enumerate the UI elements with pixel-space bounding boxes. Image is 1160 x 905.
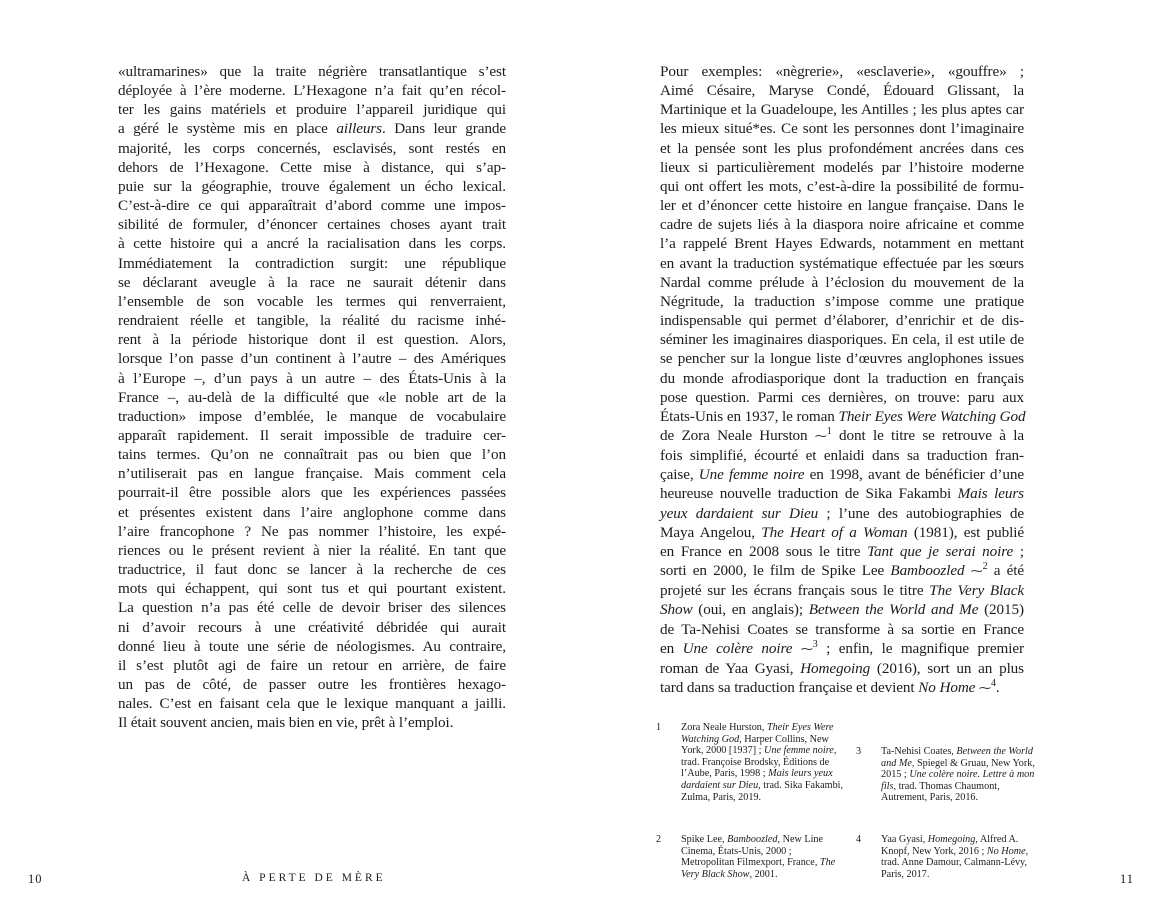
text-line: ter les gains matériels et produire l’appareil juridique qui bbox=[118, 101, 506, 119]
footnote-marker-icon: ⁓ bbox=[979, 681, 991, 695]
text-line: de Zora Neale Hurston ⁓$^1$ dont le titre se retrouve à la bbox=[660, 425, 1024, 444]
text-line: en Une colère noire ⁓$^3$ ; enfin, le magnifique premier bbox=[660, 638, 1024, 657]
italic-title: Une colère noire bbox=[682, 639, 793, 657]
text-line: États-Unis en 1937, le roman Their Eyes Were Watching God bbox=[660, 407, 1026, 425]
italic-title: The Very Black Show bbox=[681, 857, 836, 880]
text-line: n’utiliserait pas en langue française. Mais comment cela bbox=[118, 465, 506, 483]
text-line: nales. C’est en faisant cela que le lexique manquant a jailli. bbox=[118, 695, 506, 713]
text-line: cadre de sujets liés à la diaspora noire africaine et comme bbox=[660, 216, 1024, 234]
text-line: se pencher sur la longue liste d’œuvres anglophones issues bbox=[660, 350, 1024, 368]
footnote-number: 2 bbox=[656, 834, 662, 845]
text-line: pose question. Parmi ces dernières, on trouve: paru aux bbox=[660, 388, 1024, 406]
text-line: sorti en 2000, le film de Spike Lee Bamboozled ⁓$^2$ a été bbox=[660, 561, 1024, 580]
italic-title: Une femme noire bbox=[764, 745, 834, 757]
page-number-right: 11 bbox=[1120, 872, 1135, 886]
text-line: fois simplifié, écourté et enlaidi dans sa traduction fran- bbox=[660, 447, 1024, 465]
left-body-text bbox=[118, 62, 506, 732]
italic-title: The Very Black bbox=[929, 582, 1024, 600]
text-line: l’a rappelé Brent Hayes Edwards, notamment en mettant bbox=[660, 235, 1024, 253]
italic-title: The Heart of a Woman bbox=[761, 523, 908, 541]
italic-title: Show bbox=[660, 601, 693, 619]
text-line: France –, au-delà de la difficulté que «le noble art de la bbox=[118, 388, 506, 406]
text-line: se déclarant aveugle à la race ne saurait détenir dans bbox=[118, 273, 506, 291]
footnote-text: Yaa Gyasi, Homegoing, Alfred A. Knopf, New York, 2016 ; No Home, trad. Anne Damour, Calmann-Lévy, Paris, 2017. bbox=[881, 834, 1029, 880]
italic-title: Their Eyes Were Watching God bbox=[681, 722, 834, 745]
italic-title: Bamboozled bbox=[890, 562, 965, 580]
text-line: lieux si particulièrement modelés par l’histoire moderne bbox=[660, 158, 1024, 176]
text-line: Il était souvent ancien, mais bien en vie, prêt à l’emploi. bbox=[118, 714, 454, 732]
text-line: en avant la traduction systématique effectuée par les sœurs bbox=[660, 254, 1024, 272]
right-page bbox=[580, 0, 1160, 905]
text-line: un pas de côté, de passer outre les frontières hexago- bbox=[118, 676, 506, 693]
text-line: du monde afrodiasporique dont la traduction en français bbox=[660, 369, 1024, 387]
text-line: «ultramarines» que la traite négrière transatlantique s’est bbox=[118, 63, 506, 80]
text-line: traduction» impose d’emblée, le manque de vocabulaire bbox=[118, 407, 506, 425]
italic-title: Homegoing bbox=[800, 659, 871, 677]
text-line: La question n’a pas été celle de devoir briser des silences bbox=[118, 599, 506, 617]
italic-title: Mais leurs bbox=[957, 485, 1024, 503]
italic-title: Homegoing bbox=[927, 834, 976, 845]
text-line: traductrice, il faut donc se lancer à la recherche de ces bbox=[118, 561, 506, 579]
italic-title: Mais leurs yeux dardaient sur Dieu bbox=[681, 768, 833, 791]
text-line: pourrait-il être possible alors que les expériences passées bbox=[118, 484, 506, 502]
footnote-reference: 1 bbox=[826, 425, 832, 437]
text-line: rendraient réelle et tangible, la réalité du racisme inhé- bbox=[118, 312, 506, 330]
text-line: en France en 2008 sous le titre Tant que je serai noire ; bbox=[660, 542, 1024, 560]
italic-title: yeux dardaient sur Dieu bbox=[660, 504, 819, 522]
footnote-text: Zora Neale Hurston, Their Eyes Were Watching God, Harper Collins, New York, 2000 [1937] ; Une femme noire, trad. Françoise Brodsky, Éditions de l’Aube, Paris, 1998 ; Mais leurs yeux dardaient sur Dieu, trad. Sika Fakambi, Zulma, Paris, 2019. bbox=[681, 722, 844, 803]
footnote-number: 1 bbox=[656, 722, 662, 733]
text-line: Maya Angelou, The Heart of a Woman (1981), est publié bbox=[660, 523, 1024, 541]
footnote-number: 3 bbox=[856, 746, 862, 757]
text-line: dehors de l’Hexagone. Cette mise à distance, qui s’ap- bbox=[118, 158, 506, 176]
footnote-marker-icon: ⁓ bbox=[970, 564, 983, 579]
footnote-marker-icon: ⁓ bbox=[800, 641, 813, 656]
text-line: l’aire francophone ? Ne pas nommer l’histoire, les expé- bbox=[118, 522, 506, 540]
italic-title: Between the World and Me bbox=[881, 746, 1033, 769]
italic-title: ailleurs bbox=[336, 120, 382, 138]
text-line: heureuse nouvelle traduction de Sika Fakambi Mais leurs bbox=[660, 485, 1024, 503]
text-line: il s’est plutôt agi de faire un retour en arrière, de faire bbox=[118, 656, 506, 674]
running-head: À PERTE DE MÈRE bbox=[242, 872, 386, 884]
italic-title: Une femme noire bbox=[698, 466, 805, 484]
footnote-text: Ta-Nehisi Coates, Between the World and Me, Spiegel & Gruau, New York, 2015 ; Une colère noire. Lettre à mon fils, trad. Thomas Chaumont, Autrement, Paris, 2016. bbox=[881, 746, 1035, 804]
italic-title: Their Eyes Were Watching God bbox=[838, 407, 1026, 425]
text-line: puie sur la géographie, trouve également un écho lexical. bbox=[118, 177, 506, 195]
text-line: lorsque l’on passe d’un continent à l’autre – des Amériques bbox=[118, 350, 506, 368]
text-line: roman de Yaa Gyasi, Homegoing (2016), sort un an plus bbox=[660, 659, 1024, 677]
text-line: et la pensée sont les plus profondément ancrées dans ces bbox=[660, 139, 1024, 157]
text-line: de Ta-Nehisi Coates se transforme à sa sortie en France bbox=[660, 620, 1024, 638]
text-line: sibilité de formuler, d’énoncer certaines choses ayant trait bbox=[118, 216, 506, 234]
text-line: Négritude, la traduction s’impose comme une pratique bbox=[660, 292, 1024, 310]
text-line: çaise, Une femme noire en 1998, avant de bénéficier d’une bbox=[660, 466, 1024, 484]
text-line: donné lieu à toute une série de néologismes. Au contraire, bbox=[118, 637, 506, 655]
footnote-marker-icon: ⁓ bbox=[814, 428, 827, 443]
italic-title: Bamboozled bbox=[727, 834, 778, 845]
text-line: et présentes existent dans l’aire anglophone comme dans bbox=[118, 503, 506, 521]
page-number-left: 10 bbox=[28, 872, 43, 886]
text-line: déployée à l’ère moderne. L’Hexagone n’a fait qu’en récol- bbox=[118, 82, 506, 100]
text-line: projeté sur les écrans français sous le titre The Very Black bbox=[660, 582, 1024, 600]
text-line: yeux dardaient sur Dieu ; l’une des autobiographies de bbox=[660, 504, 1024, 522]
right-body-text bbox=[660, 62, 1024, 698]
text-line: mots qui échappent, qui sont tus et qui pourtant existent. bbox=[118, 580, 506, 598]
text-line: Nardal comme prélude à l’éclosion du mouvement de la bbox=[660, 273, 1024, 291]
text-line: les mieux situé*es. Ce sont les personnes dont l’imaginaire bbox=[660, 120, 1024, 138]
text-line: majorité, les corps concernés, esclavisés, sont restés en bbox=[118, 139, 506, 157]
text-line: à l’Europe –, d’un pays à un autre – des États-Unis à la bbox=[118, 369, 506, 387]
text-line: à cette histoire qui a ancré la racialisation dans les corps. bbox=[118, 235, 506, 253]
text-line: l’ensemble de son vocable les termes qui renverraient, bbox=[118, 292, 506, 310]
text-line: C’est-à-dire ce qui apparaîtrait d’abord comme une impos- bbox=[118, 197, 506, 215]
text-line: Pour exemples: «nègrerie», «esclaverie», «gouffre» ; bbox=[660, 63, 1024, 80]
text-line: Aimé Césaire, Maryse Condé, Édouard Glissant, la bbox=[660, 82, 1024, 100]
text-line: qui ont offert les mots, c’est-à-dire la possibilité de formu- bbox=[660, 177, 1024, 195]
footnote-number: 4 bbox=[856, 834, 862, 845]
text-line: a géré le système mis en place ailleurs. Dans leur grande bbox=[118, 120, 506, 138]
text-line: Show (oui, en anglais); Between the World and Me (2015) bbox=[660, 601, 1024, 619]
footnote-reference: 3 bbox=[812, 638, 818, 650]
italic-title: Tant que je serai noire bbox=[867, 542, 1014, 560]
text-line: riences ou le présent revient à nier la réalité. En tant que bbox=[118, 541, 506, 559]
text-line: apparaît rapidement. Il serait impossible de traduire cer- bbox=[118, 426, 506, 444]
text-line: tard dans sa traduction française et devient No Home ⁓$^4$. bbox=[660, 677, 1000, 696]
footnote-text: Spike Lee, Bamboozled, New Line Cinema, États-Unis, 2000 ; Metropolitan Filmexport, France, The Very Black Show, 2001. bbox=[681, 834, 836, 880]
italic-title: Une colère noire. Lettre à mon fils bbox=[881, 769, 1035, 792]
italic-title: No Home bbox=[918, 679, 976, 696]
footnote-reference: 2 bbox=[982, 561, 988, 572]
text-line: séminer les imaginaires diasporiques. En cela, il est utile de bbox=[660, 331, 1024, 349]
italic-title: No Home bbox=[986, 845, 1026, 857]
text-line: rent à la période historique dont il est question. Alors, bbox=[118, 331, 506, 349]
text-line: ler et d’énoncer cette histoire en langue française. Dans le bbox=[660, 197, 1024, 215]
italic-title: Between the World and Me bbox=[808, 601, 979, 619]
footnote-reference: 4 bbox=[990, 677, 996, 689]
text-line: ni d’avoir recours à une créativité débridée qui aurait bbox=[118, 618, 506, 636]
text-line: tains termes. Qu’on ne connaîtrait pas ou bien que l’on bbox=[118, 446, 506, 464]
text-line: Immédiatement la contradiction surgit: une république bbox=[118, 254, 506, 272]
text-line: indispensable qui permet d’élaborer, d’enrichir et de dis- bbox=[660, 312, 1024, 330]
text-line: Martinique et la Guadeloupe, les Antilles ; les plus aptes car bbox=[660, 101, 1024, 119]
